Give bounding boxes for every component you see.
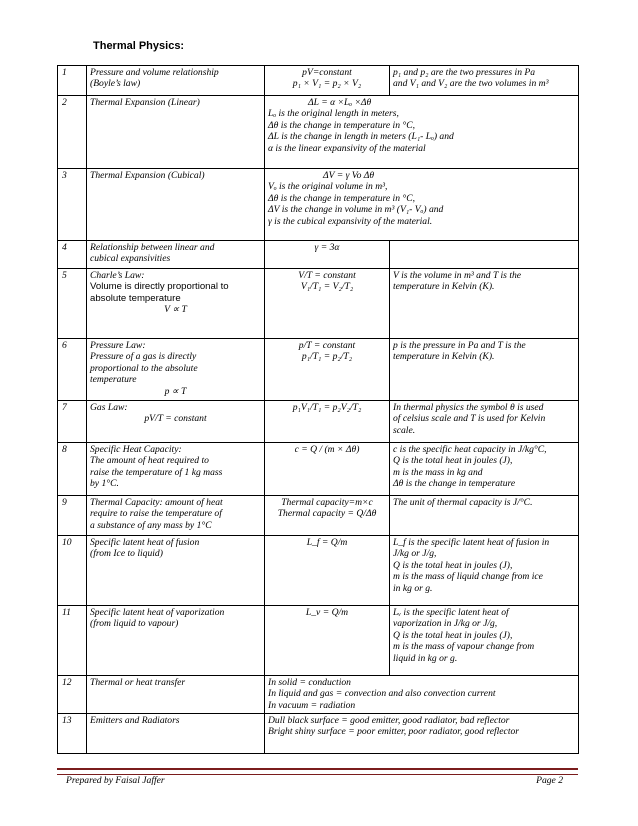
note-line: In thermal physics the symbol θ is used <box>393 402 544 413</box>
page-title: Thermal Physics: <box>93 40 185 52</box>
row-number: 6 <box>58 339 87 401</box>
row-number: 3 <box>58 169 87 241</box>
description-line: In liquid and gas = convection and also convection current <box>268 688 496 700</box>
note-line: m is the mass in kg and <box>393 466 483 478</box>
topic-line: Thermal Expansion (Linear) <box>90 97 200 108</box>
row-topic <box>87 169 265 241</box>
formula-line: p/T = constant <box>298 340 356 351</box>
note-line: Δθ is the change in temperature in °C, <box>268 192 416 204</box>
note-line: Δθ is the change in temperature <box>393 478 516 490</box>
row-number: 1 <box>58 66 87 96</box>
topic-line: require to raise the temperature of <box>90 508 222 520</box>
table-row <box>58 606 579 676</box>
note-line: temperature in Kelvin (K). <box>393 281 495 293</box>
description-line: In vacuum = radiation <box>268 699 356 711</box>
description-line: In solid = conduction <box>268 677 351 688</box>
row-description <box>265 676 579 714</box>
topic-line: (from liquid to vapour) <box>90 618 179 630</box>
row-notes <box>390 606 579 676</box>
row-notes <box>390 66 579 96</box>
row-number: 13 <box>58 714 87 754</box>
topic-line: Charle’s Law: <box>90 270 145 281</box>
note-line: scale. <box>393 424 416 436</box>
topic-line: p ∝ T <box>164 385 187 397</box>
note-line: and V₁ and V₂ are the two volumes in m³ <box>393 78 549 90</box>
row-number: 5 <box>58 269 87 339</box>
formula-line: V/T = constant <box>298 270 356 281</box>
row-topic <box>87 66 265 96</box>
topic-line: absolute temperature <box>90 292 181 304</box>
row-topic <box>87 536 265 606</box>
note-line: m is the mass of liquid change from ice <box>393 571 543 583</box>
row-formula <box>265 401 390 443</box>
formula-line: V₁/T₁ = V₂/T₂ <box>300 281 354 293</box>
table-row <box>58 401 579 443</box>
note-line: m is the mass of vapour change from <box>393 641 535 653</box>
note-line: V is the volume in m³ and T is the <box>393 270 522 281</box>
formula-line: Thermal capacity = Q/Δθ <box>277 508 377 520</box>
row-number: 9 <box>58 496 87 536</box>
note-line: Δθ is the change in temperature in °C, <box>268 119 416 131</box>
row-number: 4 <box>58 241 87 269</box>
row-notes <box>390 443 579 496</box>
formula-line: pV=constant <box>302 67 352 78</box>
row-notes <box>390 339 579 401</box>
topic-line: Thermal or heat transfer <box>90 677 186 688</box>
formula-line: p₁ × V₁ = p₂ × V₂ <box>292 78 362 90</box>
note-line: Vₒ is the original volume in m³, <box>268 181 388 193</box>
note-line: p is the pressure in Pa and T is the <box>393 340 526 351</box>
row-topic <box>87 96 265 169</box>
note-line: Q is the total heat in joules (J), <box>393 559 513 571</box>
topic-line: a substance of any mass by 1°C <box>90 519 212 531</box>
footer-rule <box>57 768 578 775</box>
row-number: 11 <box>58 606 87 676</box>
note-line: J/kg or J/g, <box>393 548 437 560</box>
note-line: ΔL is the change in length in meters (L₁- Lₒ) and <box>268 131 454 143</box>
row-notes <box>390 496 579 536</box>
row-formula <box>265 269 390 339</box>
formula-line: ΔL = α ×Lₒ ×Δθ <box>308 97 372 108</box>
thermal-physics-table <box>57 65 579 754</box>
row-formula <box>265 169 579 241</box>
formula-line: L_f = Q/m <box>306 537 348 548</box>
note-line: Lₒ is the original length in meters, <box>268 108 399 120</box>
row-topic <box>87 443 265 496</box>
topic-line: Volume is directly proportional to <box>90 281 229 293</box>
row-formula <box>265 241 390 269</box>
topic-line: cubical expansivities <box>90 253 171 265</box>
formula-line: p₁/T₁ = p₂/T₂ <box>301 351 353 363</box>
formula-line: γ = 3α <box>314 242 340 253</box>
topic-line: pV/T = constant <box>144 413 207 425</box>
table-row <box>58 714 579 754</box>
description-line: Dull black surface = good emitter, good radiator, bad reflector <box>268 715 510 726</box>
note-line: Q is the total heat in joules (J), <box>393 629 513 641</box>
row-topic <box>87 714 265 754</box>
row-notes <box>390 241 579 269</box>
row-number: 2 <box>58 96 87 169</box>
table-row <box>58 241 579 269</box>
topic-line: (from Ice to liquid) <box>90 548 163 560</box>
note-line: temperature in Kelvin (K). <box>393 351 495 363</box>
topic-line: raise the temperature of 1 kg mass <box>90 466 223 478</box>
topic-line: Relationship between linear and <box>90 242 215 253</box>
topic-line: Specific latent heat of vaporization <box>90 607 225 618</box>
row-topic <box>87 676 265 714</box>
row-number: 8 <box>58 443 87 496</box>
row-number: 7 <box>58 401 87 443</box>
topic-line: Gas Law: <box>90 402 128 413</box>
note-line: α is the linear expansivity of the material <box>268 142 426 154</box>
row-formula <box>265 606 390 676</box>
table-row <box>58 496 579 536</box>
row-topic <box>87 269 265 339</box>
row-notes <box>390 269 579 339</box>
row-formula <box>265 536 390 606</box>
note-line: γ is the cubical expansivity of the material. <box>268 215 433 227</box>
footer-page-number: Page 2 <box>536 775 563 786</box>
topic-line: Pressure of a gas is directly <box>90 351 197 363</box>
row-formula <box>265 443 390 496</box>
table-row <box>58 339 579 401</box>
row-formula <box>265 496 390 536</box>
row-formula <box>265 339 390 401</box>
note-line: L_f is the specific latent heat of fusion in <box>393 537 550 548</box>
table-row <box>58 676 579 714</box>
row-topic <box>87 401 265 443</box>
row-topic <box>87 496 265 536</box>
table-row <box>58 536 579 606</box>
formula-line: ΔV = γ Vo Δθ <box>323 170 375 181</box>
footer-author: Prepared by Faisal Jaffer <box>66 775 165 786</box>
note-line: of celsius scale and T is used for Kelvin <box>393 413 546 425</box>
row-description <box>265 714 579 754</box>
row-topic <box>87 339 265 401</box>
note-line: p₁ and p₂ are the two pressures in Pa <box>393 67 536 78</box>
topic-line: Emitters and Radiators <box>90 715 180 726</box>
row-formula <box>265 96 579 169</box>
row-formula <box>265 66 390 96</box>
row-number: 12 <box>58 676 87 714</box>
table-row <box>58 96 579 169</box>
topic-line: V ∝ T <box>164 304 187 316</box>
description-line: Bright shiny surface = poor emitter, poor radiator, good reflector <box>268 726 520 738</box>
topic-line: by 1°C. <box>90 478 119 490</box>
topic-line: Thermal Capacity: amount of heat <box>90 497 223 508</box>
note-line: Lᵥ is the specific latent heat of <box>393 607 509 618</box>
row-notes <box>390 536 579 606</box>
note-line: c is the specific heat capacity in J/kg°C, <box>393 444 547 455</box>
topic-line: Specific latent heat of fusion <box>90 537 200 548</box>
topic-line: temperature <box>90 374 137 386</box>
note-line: vaporization in J/kg or J/g, <box>393 618 498 630</box>
row-notes <box>390 401 579 443</box>
topic-line: (Boyle’s law) <box>90 78 141 90</box>
note-line: ΔV is the change in volume in m³ (V₁- Vₒ) and <box>268 204 444 216</box>
topic-line: Specific Heat Capacity: <box>90 444 182 455</box>
topic-line: Pressure Law: <box>90 340 146 351</box>
table-row <box>58 443 579 496</box>
row-topic <box>87 606 265 676</box>
note-line: liquid in kg or g. <box>393 652 458 664</box>
table-row <box>58 269 579 339</box>
table-row <box>58 169 579 241</box>
note-line: The unit of thermal capacity is J/°C. <box>393 497 533 508</box>
topic-line: proportional to the absolute <box>90 362 198 374</box>
formula-line: L_v = Q/m <box>305 607 349 618</box>
note-line: Q is the total heat in joules (J), <box>393 455 513 467</box>
row-number: 10 <box>58 536 87 606</box>
topic-line: Thermal Expansion (Cubical) <box>90 170 205 181</box>
note-line: in kg or g. <box>393 582 433 594</box>
topic-line: The amount of heat required to <box>90 455 209 467</box>
formula-line: p₁V₁/T₁ = p₂V₂/T₂ <box>292 402 362 413</box>
table-row <box>58 66 579 96</box>
formula-line: Thermal capacity=m×c <box>281 497 373 508</box>
topic-line: Pressure and volume relationship <box>90 67 219 78</box>
row-topic <box>87 241 265 269</box>
formula-line: c = Q / (m × Δθ) <box>294 444 360 455</box>
